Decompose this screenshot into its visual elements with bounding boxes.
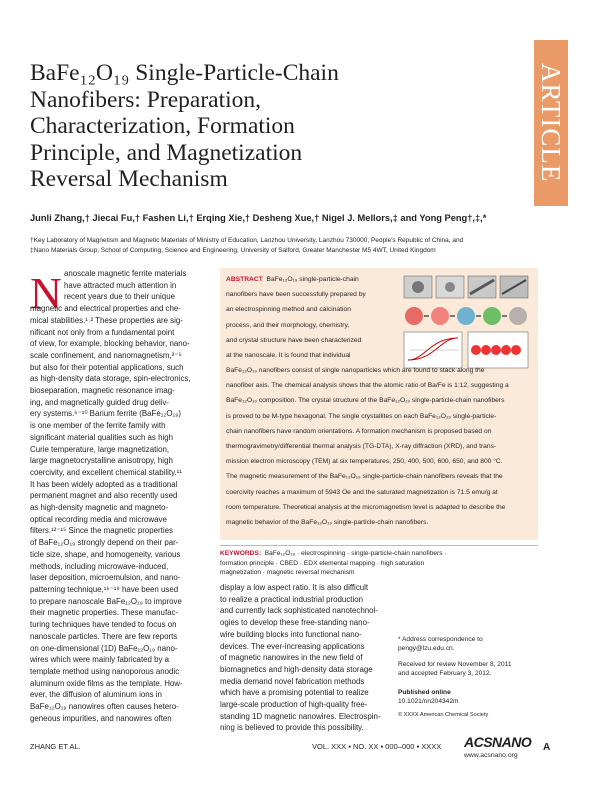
abstract-line: The magnetic measurement of the BaFe₁₂O₁₉ single-particle-chain nanofibers reveals that the — [226, 473, 503, 481]
abstract-line: nanofiber axis. The chemical analysis shows that the atomic ratio of Ba/Fe is 1:12, suggesting a — [226, 382, 509, 390]
body-line: to realize a practical industrial production — [220, 594, 363, 604]
body-line: which have a promising potential to realize — [220, 688, 369, 698]
body-line: on one-dimensional (1D) BaFe₁₂O₁₉ nano- — [30, 643, 178, 653]
affiliation-1: †Key Laboratory of Magnetism and Magnetic Materials of Ministry of Education, Lanzhou University, Lanzhou 730000, People's Republic of China, and — [30, 237, 464, 244]
abstract-narrow-text — [226, 272, 401, 363]
affiliation-2: ‡Nano Materials Group, School of Computing, Science and Engineering, University of Salford, Greater Manchester M5 4WT, United Kingdom — [30, 246, 436, 254]
abstract-wide-text — [226, 363, 536, 530]
body-line: bioseparation, magnetic resonance imag- — [30, 386, 175, 396]
abstract-line: BaFe₁₂O₁₉ nanofibers consist of single nanoparticles which are found to stack along the — [226, 367, 485, 374]
author-list: Junli Zhang,† Jiecai Fu,† Fashen Li,† Erqing Xie,† Desheng Xue,† Nigel J. Mellors,‡ and Yong Peng†,‡,* — [30, 213, 487, 223]
published-label: Published online — [398, 689, 451, 696]
body-line: as high-density magnetic and magneto- — [30, 503, 169, 513]
keyword-line: magnetization · magnetic reversal mechanism — [220, 569, 355, 576]
body-line: laser deposition, microemulsion, and nano- — [30, 573, 181, 583]
body-line: patterning technique,¹⁶⁻¹⁹ have been used — [30, 584, 179, 594]
body-line: devices. The ever-increasing applications — [220, 641, 365, 651]
footer-author — [30, 742, 81, 751]
correspondence-email[interactable]: pengy@lzu.edu.cn. — [398, 644, 455, 652]
body-line: large-scale production of high-quality free- — [220, 700, 368, 710]
body-line: recent years due to their unique — [64, 292, 175, 302]
body-line: ery systems.⁶⁻¹⁰ Barium ferrite (BaFe₁₂O₁₉) — [30, 409, 181, 419]
abstract-line: process, and their morphology, chemistry, — [226, 321, 350, 329]
title-line: Characterization, Formation — [30, 113, 295, 139]
body-line: BaFe₁₂O₁₉ nanowires often causes hetero- — [30, 702, 179, 712]
toc-graphic — [400, 272, 532, 372]
body-line: to prepare nanoscale BaFe₁₂O₁₉ to improve — [30, 596, 182, 606]
body-line: ing, and magnetically guided drug deliv- — [30, 397, 170, 407]
keyword-line: BaFe₁₂O₁₉ · electrospinning · single-particle-chain nanofibers · — [264, 550, 447, 557]
body-line: geneous impurities, and nanowires often — [30, 713, 172, 723]
abstract-line: coercivity reaches a maximum of 5943 Oe and the saturated magnetization is 71.5 emu/g at — [226, 488, 498, 496]
body-line: nanoscale particles. There are few reports — [30, 631, 178, 641]
body-line: It has been widely adopted as a traditional — [30, 479, 178, 489]
keyword-line: formation principle · CBED · EDX elemental mapping · high saturation — [220, 559, 425, 567]
keywords-label: KEYWORDS: — [220, 550, 262, 557]
abstract-line: magnetic behavior of the BaFe₁₂O₁₉ single-particle-chain nanofibers. — [226, 519, 429, 527]
body-line: ticle size, shape, and homogeneity, various — [30, 549, 181, 559]
body-line: coercivity, and excellent chemical stability.¹¹ — [30, 467, 182, 477]
abstract-line: BaFe₁₂O₁₉ composition. The crystal structure of the BaFe₁₂O₁₉ single-particle-chain nanofibers — [226, 397, 505, 405]
body-line: anoscale magnetic ferrite materials — [64, 269, 187, 278]
abstract-line: thermogravimetry/differential thermal analysis (TG-DTA), X-ray diffraction (XRD), and trans- — [226, 443, 497, 451]
body-line: magnetic and electrical properties and che- — [30, 304, 181, 314]
body-line: mical stabilities.¹˒² These properties are sig- — [30, 315, 183, 325]
body-line: media demand novel fabrication methods — [220, 676, 365, 686]
abstract-label: ABSTRACT — [226, 276, 263, 283]
abstract-line: at the nanoscale. It is found that individual — [226, 352, 351, 360]
accepted-date: and accepted February 3, 2012. — [398, 669, 492, 677]
body-line: display a low aspect ratio. It is also difficult — [220, 583, 369, 592]
body-left-column — [30, 268, 212, 724]
body-line: nificant not only from a fundamental point — [30, 327, 175, 337]
page-letter: A — [543, 742, 551, 753]
body-line: scale confinement, and nanomagnetism,³⁻⁵ — [30, 350, 182, 360]
body-line: of BaFe₁₂O₁₉ strongly depend on their par- — [30, 538, 179, 548]
body-line: their magnetic properties. These manufac- — [30, 608, 179, 618]
body-line: but also for their potential applications, such — [30, 362, 184, 372]
body-line: filters.¹²⁻¹⁵ Since the magnetic properties — [30, 526, 173, 536]
body-line: as high-density data storage, spin-electronics, — [30, 374, 191, 384]
received-date: Received for review November 8, 2011 — [398, 661, 512, 668]
publication-info — [398, 689, 543, 706]
body-line: large magnetocrystalline anisotropy, high — [30, 456, 173, 466]
body-line: ning is believed to provide this possibility. — [220, 723, 364, 733]
abstract-line: and crystal structure have been characterized — [226, 336, 362, 344]
body-line: turing techniques have tended to focus on — [30, 620, 177, 630]
abstract-line: BaFe₁₂O₁₉ single-particle-chain — [266, 276, 359, 283]
body-line: biomagnetics and high-density data storage — [220, 664, 373, 674]
paper-title — [30, 60, 510, 193]
abstract-line: room temperature. Theoretical analysis at the micromagnetism level is adapted to describe the — [226, 503, 506, 511]
abstract-line: mission electron microscopy (TEM) at six temperatures, 250, 400, 500, 600, 650, and 800 °C. — [226, 458, 503, 466]
body-line: methods, including microwave-induced, — [30, 561, 169, 571]
abstract-line: is proved to be M-type hexagonal. The single crystallites on each BaFe₁₂O₁₉ single-particle- — [226, 412, 497, 420]
title-line: Principle, and Magnetization — [30, 139, 303, 166]
dropcap: N — [30, 269, 62, 318]
article-side-tab — [534, 40, 568, 206]
body-line: wire building blocks into functional nano- — [220, 629, 362, 639]
abstract-line: nanofibers have been successfully prepared by — [226, 291, 366, 299]
body-line: have attracted much attention in — [64, 280, 177, 290]
author-short: ZHANG ET AL. — [30, 742, 81, 751]
body-line: of magnetic nanowires in the new field of — [220, 653, 363, 663]
volume-info: VOL. XXX ▪ NO. XX ▪ 000–000 ▪ XXXX — [312, 742, 442, 751]
review-dates — [398, 661, 543, 678]
abstract-line: chain nanofibers have random orientations. A formation mechanism is proposed based on — [226, 427, 492, 435]
body-line: ogies to develop these free-standing nano- — [220, 618, 370, 628]
abstract-line: an electrospinning method and calcination — [226, 306, 351, 314]
copyright: © XXXX American Chemical Society — [398, 712, 489, 718]
body-line: aluminum oxide films as the template. How- — [30, 678, 183, 688]
body-line: is one member of the ferrite family with — [30, 421, 166, 431]
article-tab-label: ARTICLE — [536, 63, 566, 183]
keywords — [220, 545, 538, 578]
body-line: significant material qualities such as high — [30, 432, 173, 442]
body-line: ever, the diffusion of aluminum ions in — [30, 690, 162, 700]
body-line: and currently lack sophisticated nanotechnol- — [220, 606, 378, 616]
journal-url[interactable]: www.acsnano.org — [464, 752, 518, 759]
title-line: Nanofibers: Preparation, — [30, 86, 262, 113]
body-line: Curie temperature, large magnetization, — [30, 444, 170, 454]
correspondence-note — [398, 636, 543, 653]
body-line: template method using nanoporous anodic — [30, 666, 180, 676]
body-line: standing 1D magnetic nanowires. Electrospin- — [220, 711, 381, 721]
title-line: Reversal Mechanism — [30, 166, 228, 192]
body-line: wires which were mainly fabricated by a — [30, 655, 170, 665]
correspondence-label: * Address correspondence to — [398, 636, 483, 643]
title-line: BaFe₁₂O₁₉ Single-Particle-Chain — [30, 60, 339, 86]
body-line: optical recording media and microwave — [30, 514, 167, 524]
abstract-box — [220, 268, 538, 540]
affiliations — [30, 236, 540, 255]
acsnano-logo: ACSNANO — [464, 734, 532, 750]
body-middle-column — [220, 582, 392, 734]
body-line: permanent magnet and also recently used — [30, 491, 178, 501]
doi[interactable]: 10.1021/nn204342m — [398, 697, 459, 705]
body-line: of view, for example, blocking behavior, nano- — [30, 339, 190, 349]
